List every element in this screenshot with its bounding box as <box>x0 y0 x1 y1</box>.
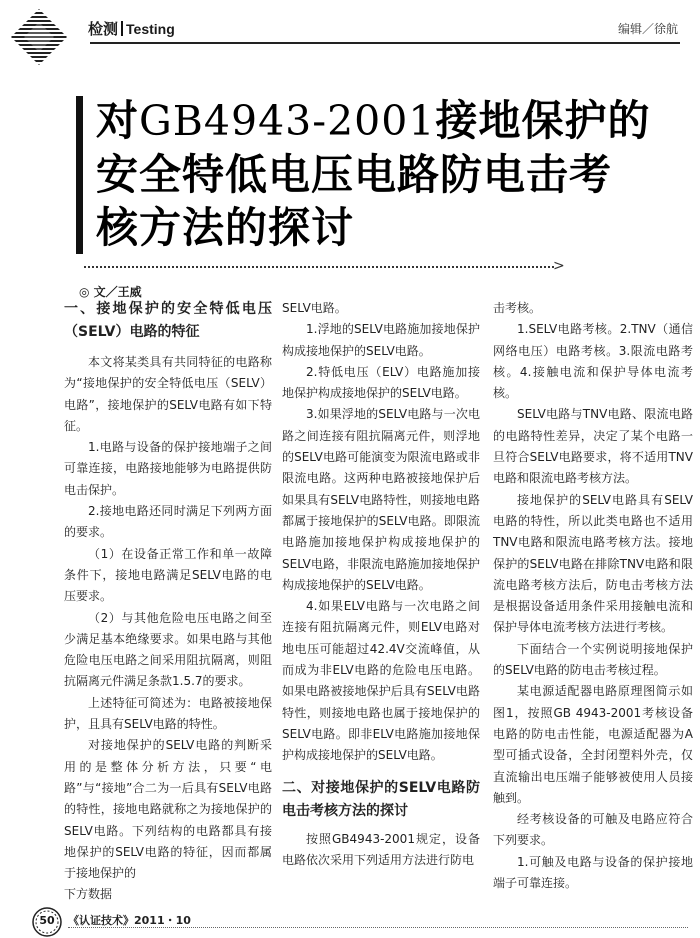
section-label-cn: 检测 <box>88 20 119 38</box>
title-line-2: 安全特低电压电路防电击考 <box>96 150 613 199</box>
paragraph: 下方数据 <box>64 887 113 902</box>
column-3 <box>493 298 693 894</box>
paragraph: 下面结合一个实例说明接地保护的SELV电路的防电击考核过程。 <box>493 641 693 678</box>
section-2-heading: 二、对接地保护的SELV电路防电击考核方法的探讨 <box>282 779 480 819</box>
paragraph: （2）与其他危险电压电路之间至少满足基本绝缘要求。如果电路与其他危险电压电路之间采用阻抗隔离，则阻抗隔离元件满足条款1.5.7的要求。 <box>64 610 272 689</box>
chevron-right-icon: > <box>553 258 565 274</box>
author-byline: ◎ 文／王威 <box>79 285 142 299</box>
paragraph: 上述特征可简述为：电路被接地保护，且具有SELV电路的特性。 <box>64 695 272 732</box>
footer-rule <box>68 927 688 928</box>
paragraph: 对接地保护的SELV电路的判断采用的是整体分析方法，只要“电路”与“接地”合二为一后具有SELV电路的特性，接地电路就称之为接地保护的SELV电路。下列结构的电路都具有接地保护的SELV电路的特征，因而都属于接地保护的 <box>64 738 272 881</box>
title-line-3: 核方法的探讨 <box>96 203 355 252</box>
paragraph: 按照GB4943-2001规定，设备电路依次采用下列适用方法进行防电 <box>282 831 480 867</box>
paragraph: 1.浮地的SELV电路施加接地保护构成接地保护的SELV电路。 <box>282 322 480 358</box>
paragraph: 经考核设备的可触及电路应符合下列要求。 <box>493 812 693 848</box>
spacer <box>282 767 480 777</box>
header-rule <box>90 42 680 44</box>
paragraph: 1.电路与设备的保护接地端子之间可靠连接，电路接地能够为电路提供防电击保护。 <box>64 440 272 497</box>
column-1 <box>64 298 272 906</box>
paragraph: 接地保护的SELV电路具有SELV电路的特性，所以此类电路也不适用TNV电路和限流电路考核方法。接地保护的SELV电路在排除TNV电路和限流电路考核方法后，防电击考核方法是根据设备适用条件采用接触电流和保护导体电流考核方法进行考核。 <box>493 492 693 635</box>
column-2 <box>282 298 480 871</box>
title-dotted-rule <box>84 266 554 268</box>
section-label-en: Testing <box>126 21 175 37</box>
paragraph: 4.如果ELV电路与一次电路之间连接有阻抗隔离元件，则ELV电路对地电压可能超过42.4V交流峰值，从而成为非ELV电路的危险电压电路。如果电路被接地保护后具有SELV电路特性，则接地电路也属于接地保护的SELV电路。即非ELV电路施加接地保护构成接地保护的SELV电路。 <box>282 599 480 763</box>
title-line-1 <box>96 94 686 148</box>
paragraph: SELV电路与TNV电路、限流电路的电路特性差异，决定了某个电路一旦符合SELV电路要求，将不适用TNV电路和限流电路考核方法。 <box>493 407 693 486</box>
spacer <box>64 344 272 352</box>
section-1-heading: 一、接地保护的安全特低电压（SELV）电路的特征 <box>64 301 272 340</box>
paragraph: 2.特低电压（ELV）电路施加接地保护构成接地保护的SELV电路。 <box>282 364 480 401</box>
paragraph: 某电源适配器电路原理图简示如图1，按照GB 4943-2001考核设备电路的防电击性能，电源适配器为A型可插式设备，全封闭塑料外壳，仅直流输出电压端子能够被使用人员接触到。 <box>493 684 693 805</box>
paragraph: 本文将某类具有共同特征的电路称为“接地保护的安全特低电压（SELV）电路”，接地保护的SELV电路有如下特征。 <box>64 355 272 433</box>
paragraph: 3.如果浮地的SELV电路与一次电路之间连接有阻抗隔离元件，则浮地的SELV电路可能演变为限流电路或非限流电路。这两种电路被接地保护后如果具有SELV电路特性，则接地电路都属于接地保护的SELV电路。即限流电路施加接地保护构成接地保护的SELV电路，非限流电路施加接地保护构成接地保护的SELV电路。 <box>282 407 480 592</box>
section-separator <box>121 21 123 36</box>
section-label <box>88 18 175 39</box>
paragraph: 1.可触及电路与设备的保护接地端子可靠连接。 <box>493 854 693 891</box>
article-title <box>96 94 686 254</box>
page-number: 50 <box>39 914 55 927</box>
section-diamond-logo <box>10 8 68 66</box>
paragraph: 击考核。 <box>493 301 542 315</box>
paragraph: 2.接地电路还同时满足下列两方面的要求。 <box>64 504 272 540</box>
paragraph: 1.SELV电路考核。2.TNV（通信网络电压）电路考核。3.限流电路考核。4.接触电流和保护导体电流考核。 <box>493 322 693 401</box>
title-line-1-pre: 对 <box>96 96 140 145</box>
title-accent-bar <box>76 96 83 254</box>
paragraph: SELV电路。 <box>282 301 347 315</box>
journal-issue: 《认证技术》2011・10 <box>68 914 191 927</box>
title-standard-code: GB4943-2001 <box>139 97 436 145</box>
title-line-1-post: 接地保护的 <box>435 96 651 145</box>
paragraph: （1）在设备正常工作和单一故障条件下，接地电路满足SELV电路的电压要求。 <box>64 546 272 604</box>
editor-credit: 编辑／徐航 <box>617 22 678 36</box>
